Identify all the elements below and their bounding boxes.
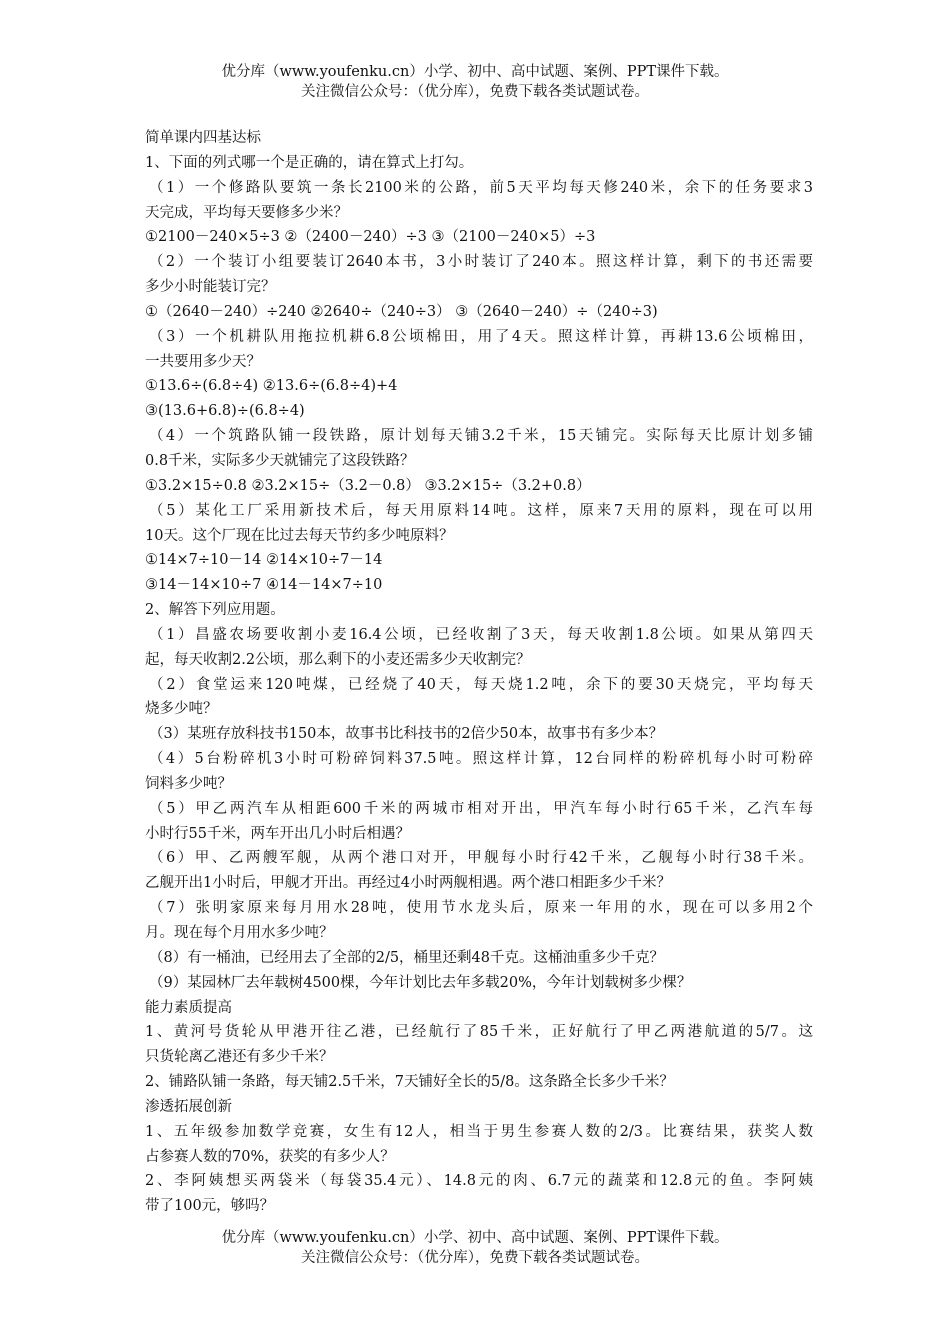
text-line: 1、五年级参加数学竞赛，女生有12人，相当于男生参赛人数的2/3。比赛结果，获奖人数 — [145, 1123, 813, 1140]
text-line: 2、解答下列应用题。 — [145, 602, 285, 619]
text-line: 0.8千米，实际多少天就铺完了这段铁路？ — [145, 452, 415, 469]
text-line: （3）一个机耕队用拖拉机耕6.8公顷棉田，用了4天。照这样计算，再耕13.6公顷棉田， — [149, 328, 813, 345]
text-line: （5）甲乙两汽车从相距600千米的两城市相对开出，甲汽车每小时行65千米，乙汽车每 — [149, 800, 813, 817]
text-line: 烧多少吨？ — [145, 701, 218, 718]
text-line: 10天。这个厂现在比过去每天节约多少吨原料？ — [145, 527, 454, 544]
text-line: ①14×7÷10－14 ②14×10÷7－14 — [145, 552, 383, 569]
text-line: ③(13.6+6.8)÷(6.8÷4) — [145, 403, 305, 420]
text-line: 1、黄河号货轮从甲港开往乙港，已经航行了85千米，正好航行了甲乙两港航道的5/7。这 — [145, 1024, 813, 1041]
text-line: （1）昌盛农场要收割小麦16.4公顷，已经收割了3天，每天收割1.8公顷。如果从第四天 — [149, 626, 813, 643]
text-line: 只货轮离乙港还有多少千米？ — [145, 1049, 334, 1066]
text-line: （7）张明家原来每月用水28吨，使用节水龙头后，原来一年用的水，现在可以多用2个 — [149, 900, 813, 917]
document-body — [145, 126, 813, 1219]
text-line: （3）某班存放科技书150本，故事书比科技书的2倍少50本，故事书有多少本？ — [149, 726, 664, 743]
text-line: 饲料多少吨？ — [145, 775, 232, 792]
text-line: ①13.6÷(6.8÷4) ②13.6÷(6.8÷4)+4 — [145, 378, 398, 395]
text-line: 带了100元，够吗？ — [145, 1198, 275, 1215]
text-line: （4）5台粉碎机3小时可粉碎饲料37.5吨。照这样计算，12台同样的粉碎机每小时可粉碎 — [149, 751, 813, 768]
text-line: （2）一个装订小组要装订2640本书，3小时装订了240本。照这样计算，剩下的书还需要 — [149, 254, 813, 271]
text-line: ①2100－240×5÷3 ②（2400－240）÷3 ③（2100－240×5）÷3 — [145, 229, 596, 246]
text-line: （8）有一桶油，已经用去了全部的2/5，桶里还剩48千克。这桶油重多少千克？ — [149, 949, 665, 966]
page-header — [0, 62, 950, 102]
text-line: 乙舰开出1小时后，甲舰才开出。再经过4小时两舰相遇。两个港口相距多少千米？ — [145, 875, 671, 892]
text-line: ①3.2×15÷0.8 ②3.2×15÷（3.2－0.8） ③3.2×15÷（3.2+0.8） — [145, 477, 591, 494]
text-line: （4）一个筑路队铺一段铁路，原计划每天铺3.2千米，15天铺完。实际每天比原计划多铺 — [149, 428, 813, 445]
footer-line-1: 优分库（www.youfenku.cn）小学、初中、高中试题、案例、PPT课件下载。 — [221, 1230, 729, 1246]
text-line: （9）某园林厂去年载树4500棵，今年计划比去年多载20%，今年计划载树多少棵？ — [149, 974, 692, 991]
text-line: 简单课内四基达标 — [145, 130, 261, 146]
footer-line-2: 关注微信公众号：（优分库），免费下载各类试题试卷。 — [301, 1250, 649, 1266]
text-line: （5）某化工厂采用新技术后，每天用原料14吨。这样，原来7天用的原料，现在可以用 — [149, 502, 813, 519]
text-line: ③14－14×10÷7 ④14－14×7÷10 — [145, 577, 383, 594]
page-footer — [0, 1228, 950, 1268]
text-line: 多少小时能装订完？ — [145, 279, 276, 296]
text-line: 起，每天收割2.2公顷，那么剩下的小麦还需多少天收割完？ — [145, 651, 531, 668]
text-line: ①（2640－240）÷240 ②2640÷（240÷3） ③（2640－240）÷（240÷3) — [145, 303, 658, 320]
text-line: 渗透拓展创新 — [145, 1098, 232, 1115]
text-line: （1）一个修路队要筑一条长2100米的公路，前5天平均每天修240米，余下的任务要求3 — [149, 179, 813, 196]
text-line: （6）甲、乙两艘军舰，从两个港口对开，甲舰每小时行42千米，乙舰每小时行38千米。 — [149, 850, 813, 867]
text-line: 小时行55千米，两车开出几小时后相遇？ — [145, 825, 410, 842]
text-line: 月。现在每个月用水多少吨？ — [145, 925, 334, 941]
text-line: 2、铺路队铺一条路，每天铺2.5千米，7天铺好全长的5/8。这条路全长多少千米？ — [145, 1074, 674, 1091]
header-line-1: 优分库（www.youfenku.cn）小学、初中、高中试题、案例、PPT课件下载。 — [221, 64, 729, 80]
text-line: 1、下面的列式哪一个是正确的，请在算式上打勾。 — [145, 154, 474, 171]
text-line: 一共要用多少天？ — [145, 353, 261, 370]
text-line: 能力素质提高 — [145, 999, 232, 1016]
text-line: 天完成，平均每天要修多少米？ — [145, 204, 348, 221]
text-line: （2）食堂运来120吨煤，已经烧了40天，每天烧1.2吨，余下的要30天烧完，平均每天 — [149, 676, 813, 693]
text-line: 2、李阿姨想买两袋米（每袋35.4元）、14.8元的肉、6.7元的蔬菜和12.8元的鱼。李阿姨 — [145, 1173, 813, 1190]
header-line-2: 关注微信公众号：（优分库），免费下载各类试题试卷。 — [301, 84, 649, 100]
text-line: 占参赛人数的70%，获奖的有多少人？ — [145, 1148, 395, 1165]
